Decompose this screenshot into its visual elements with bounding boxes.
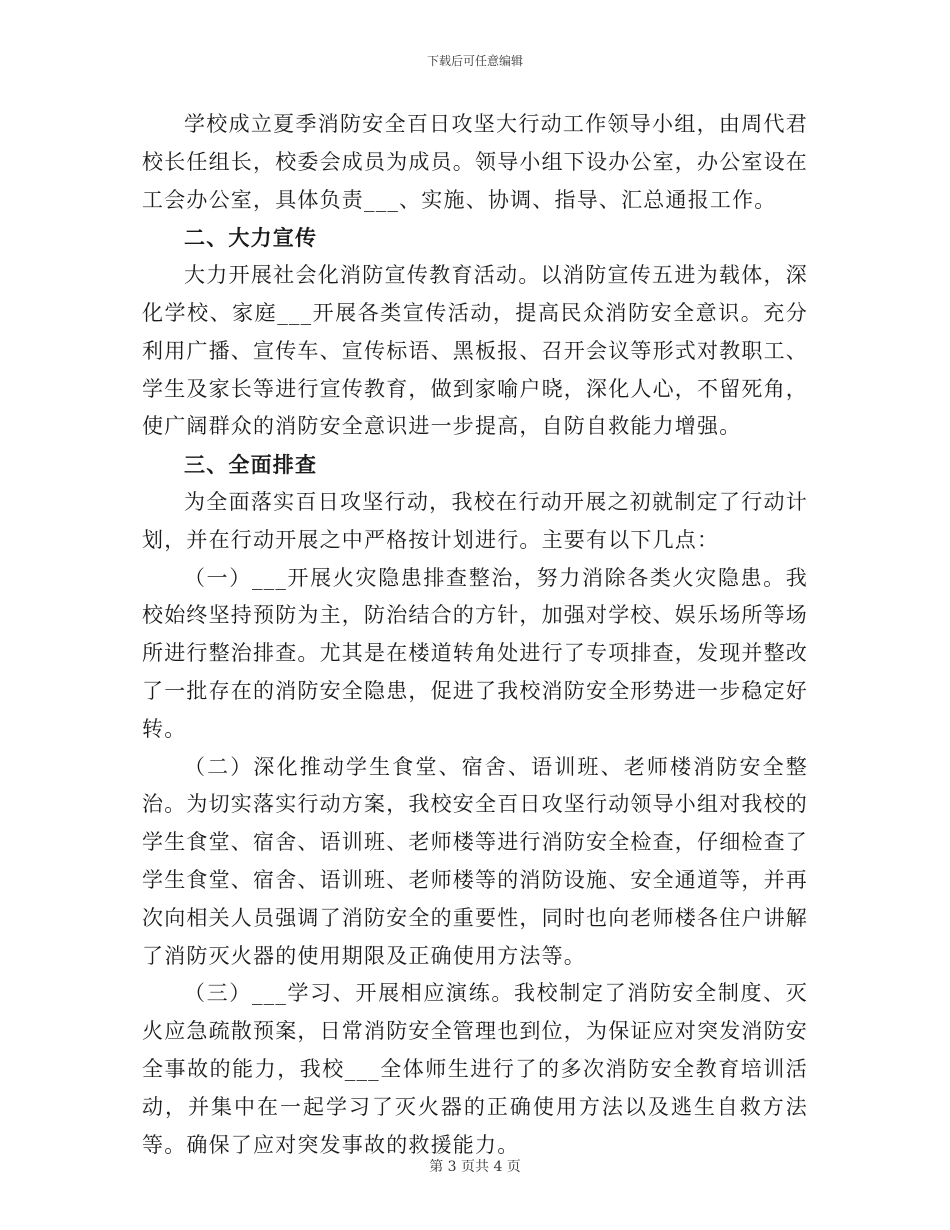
page-header: 下载后可任意编辑: [426, 54, 523, 68]
page-footer: 第 3 页共 4 页: [429, 1159, 521, 1175]
paragraph-leadership-group: 学校成立夏季消防安全百日攻坚大行动工作领导小组，由周代君校长任组长，校委会成员为成员。领导小组下设办公室，办公室设在工会办公室，具体负责___、实施、协调、指导、汇总通报工作。: [142, 112, 808, 212]
paragraph-publicity: 大力开展社会化消防宣传教育活动。以消防宣传五进为载体，深化学校、家庭___开展各类宣传活动，提高民众消防安全意识。充分利用广播、宣传车、宣传标语、黑板报、召开会议等形式对教职工、学生及家长等进行宣传教育，做到家喻户晓，深化人心，不留死角，使广阔群众的消防安全意识进一步提高，自防自救能力增强。: [142, 263, 808, 439]
paragraph-item-one: （一）___开展火灾隐患排查整治，努力消除各类火灾隐患。我校始终坚持预防为主，防治结合的方针，加强对学校、娱乐场所等场所进行整治排查。尤其是在楼道转角处进行了专项排查，发现并整改了一批存在的消防安全隐患，促进了我校消防安全形势进一步稳定好转。: [142, 565, 808, 741]
paragraph-item-three: （三）___学习、开展相应演练。我校制定了消防安全制度、灭火应急疏散预案，日常消防安全管理也到位，为保证应对突发消防安全事故的能力，我校___全体师生进行了的多次消防安全教育培训活动，并集中在一起学习了灭火器的正确使用方法以及逃生自救方法等。确保了应对突发事故的救援能力。: [142, 981, 808, 1157]
section-heading-publicity: 二、大力宣传: [184, 225, 318, 251]
document-body: [142, 106, 808, 1164]
section-heading-inspection: 三、全面排查: [184, 452, 318, 478]
paragraph-item-two: （二）深化推动学生食堂、宿舍、语训班、老师楼消防安全整治。为切实落实行动方案，我校安全百日攻坚行动领导小组对我校的学生食堂、宿舍、语训班、老师楼等进行消防安全检查，仔细检查了学生食堂、宿舍、语训班、老师楼等的消防设施、安全通道等，并再次向相关人员强调了消防安全的重要性，同时也向老师楼各住户讲解了消防灭火器的使用期限及正确使用方法等。: [142, 754, 808, 968]
paragraph-inspection-intro: 为全面落实百日攻坚行动，我校在行动开展之初就制定了行动计划，并在行动开展之中严格按计划进行。主要有以下几点：: [142, 489, 808, 552]
